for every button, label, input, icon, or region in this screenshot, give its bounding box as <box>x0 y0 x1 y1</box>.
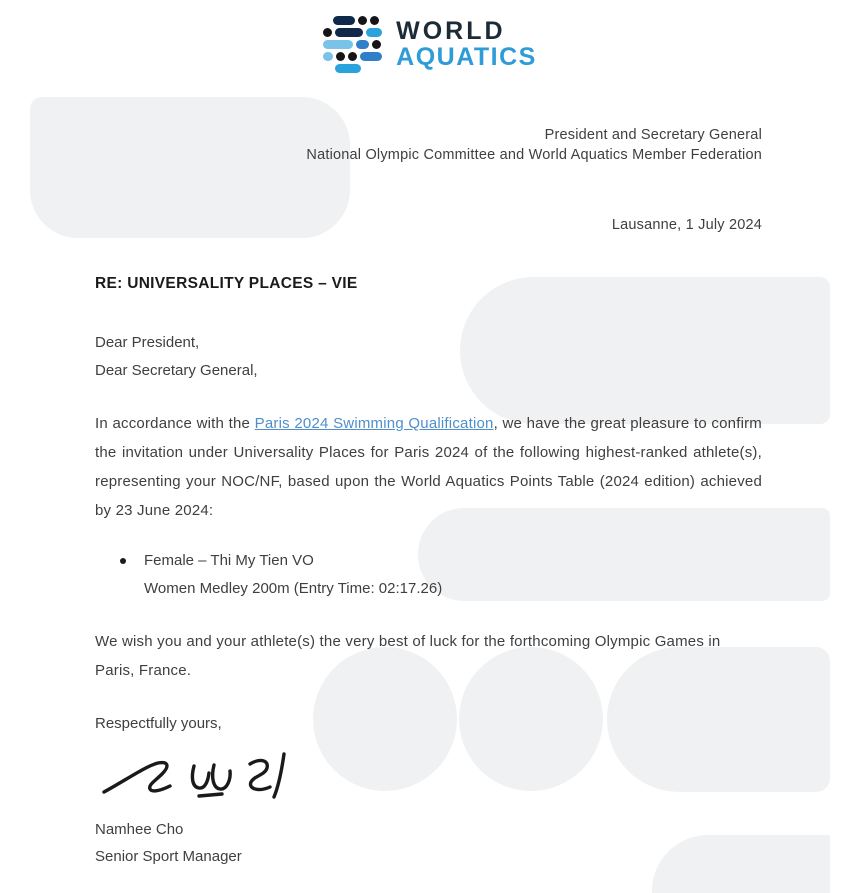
athlete-name: Female – Thi My Tien VO <box>144 552 314 569</box>
handwritten-signature <box>98 744 298 808</box>
paris-2024-swimming-qualification-link[interactable]: Paris 2024 Swimming Qualification <box>254 415 494 432</box>
signer-title: Senior Sport Manager <box>95 848 242 865</box>
closing-line: Respectfully yours, <box>95 715 222 732</box>
salutation-secretary-general: Dear Secretary General, <box>95 362 258 379</box>
athlete-details <box>144 547 442 603</box>
paragraph-good-luck: We wish you and your athlete(s) the very best of luck for the forthcoming Olympic Games in Paris, France. <box>95 633 721 679</box>
world-aquatics-logo-wordmark <box>396 18 537 70</box>
recipient-line-1: President and Secretary General <box>544 127 762 143</box>
world-aquatics-logo-mark-icon <box>323 16 382 73</box>
recipient-line-2: National Olympic Committee and World Aquatics Member Federation <box>306 146 762 163</box>
bullet-dot-icon <box>120 558 126 564</box>
world-aquatics-logo <box>0 0 860 76</box>
subject-line: RE: UNIVERSALITY PLACES – VIE <box>95 275 358 292</box>
signer-block <box>95 816 762 870</box>
signer-name: Namhee Cho <box>95 821 184 838</box>
dateline: Lausanne, 1 July 2024 <box>611 217 762 233</box>
logo-word-world: WORLD <box>396 17 506 45</box>
paragraph-invitation-end: , we have the great pleasure to confirm the invitation under Universality Places for Paris 2024 of the following highest-ranked athlete(s), representing your NOC/NF, based upon the World Aquatics Points Table (2024 edition) achieved by 23 June 2024: <box>95 415 762 519</box>
paragraph-invitation <box>95 409 762 525</box>
athlete-event: Women Medley 200m (Entry Time: 02:17.26) <box>144 580 443 597</box>
salutation-president: Dear President, <box>95 334 200 351</box>
paragraph-invitation-start: In accordance with the <box>95 415 255 432</box>
logo-word-aquatics: AQUATICS <box>396 43 537 71</box>
salutation-block <box>95 329 762 385</box>
recipient-block <box>95 126 762 165</box>
athlete-list-item <box>120 547 762 603</box>
